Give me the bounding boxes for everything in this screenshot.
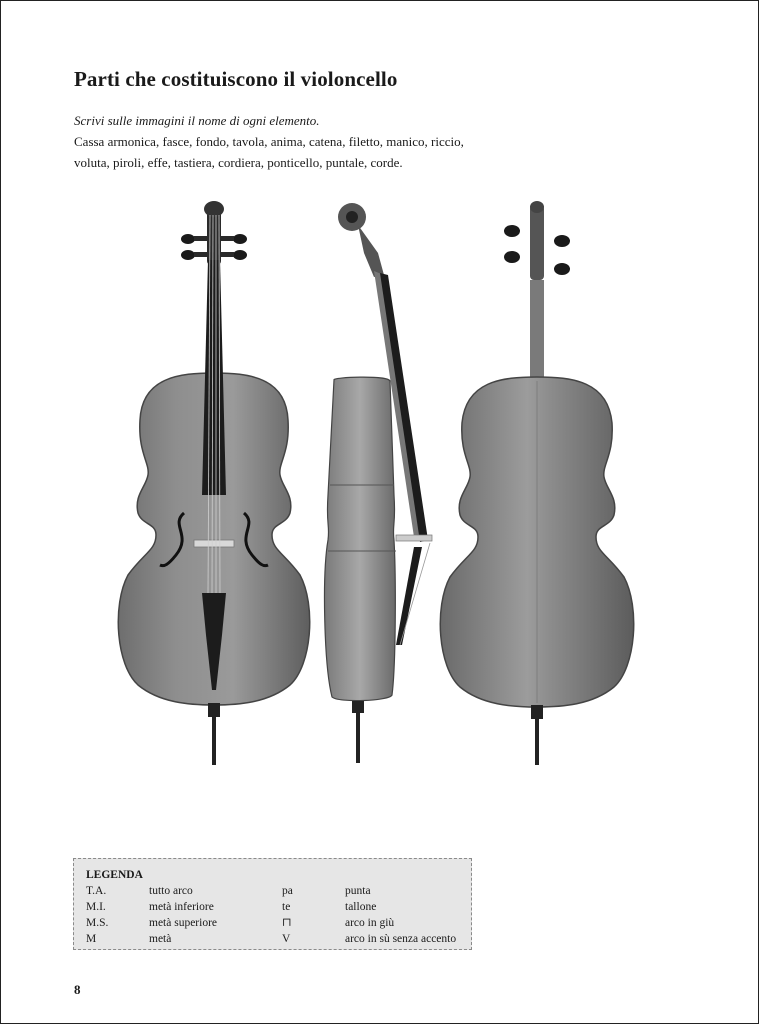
legend-abbr: T.A. bbox=[86, 885, 107, 897]
legend-meaning: punta bbox=[345, 885, 371, 897]
instruction-italic: Scrivi sulle immagini il nome di ogni elemento. bbox=[74, 113, 320, 128]
legend-meaning: metà superiore bbox=[149, 917, 218, 929]
cello-figures bbox=[0, 195, 759, 785]
legend-box bbox=[73, 858, 472, 950]
legend-meaning: tallone bbox=[345, 901, 377, 913]
legend-row bbox=[86, 915, 466, 931]
legend-title: LEGENDA bbox=[86, 869, 143, 881]
legend-row bbox=[86, 883, 466, 899]
legend-row bbox=[86, 931, 466, 947]
legend-abbr: M.S. bbox=[86, 917, 109, 929]
down-bow-icon: ⊓ bbox=[282, 917, 292, 929]
legend-abbr: M.I. bbox=[86, 901, 106, 913]
legend-abbr: pa bbox=[282, 885, 293, 897]
legend-abbr: te bbox=[282, 901, 291, 913]
parts-list-line-1: Cassa armonica, fasce, fondo, tavola, anima, catena, filetto, manico, riccio, bbox=[74, 134, 464, 149]
page-title: Parti che costituiscono il violoncello bbox=[74, 67, 398, 91]
instruction-block bbox=[74, 110, 504, 173]
legend-abbr: M bbox=[86, 933, 97, 945]
cello-side-icon bbox=[318, 195, 448, 780]
parts-list-line-2: voluta, piroli, effe, tastiera, cordiera, ponticello, puntale, corde. bbox=[74, 155, 403, 170]
page-number: 8 bbox=[74, 982, 81, 997]
up-bow-icon: V bbox=[282, 933, 291, 945]
legend-row bbox=[86, 899, 466, 915]
legend-meaning: metà bbox=[149, 933, 172, 945]
legend-meaning: tutto arco bbox=[149, 885, 193, 897]
cello-front-icon bbox=[110, 195, 320, 780]
cello-back-icon bbox=[432, 195, 642, 780]
legend-meaning: arco in sù senza accento bbox=[345, 933, 457, 945]
legend-meaning: metà inferiore bbox=[149, 901, 214, 913]
legend-meaning: arco in giù bbox=[345, 917, 395, 929]
